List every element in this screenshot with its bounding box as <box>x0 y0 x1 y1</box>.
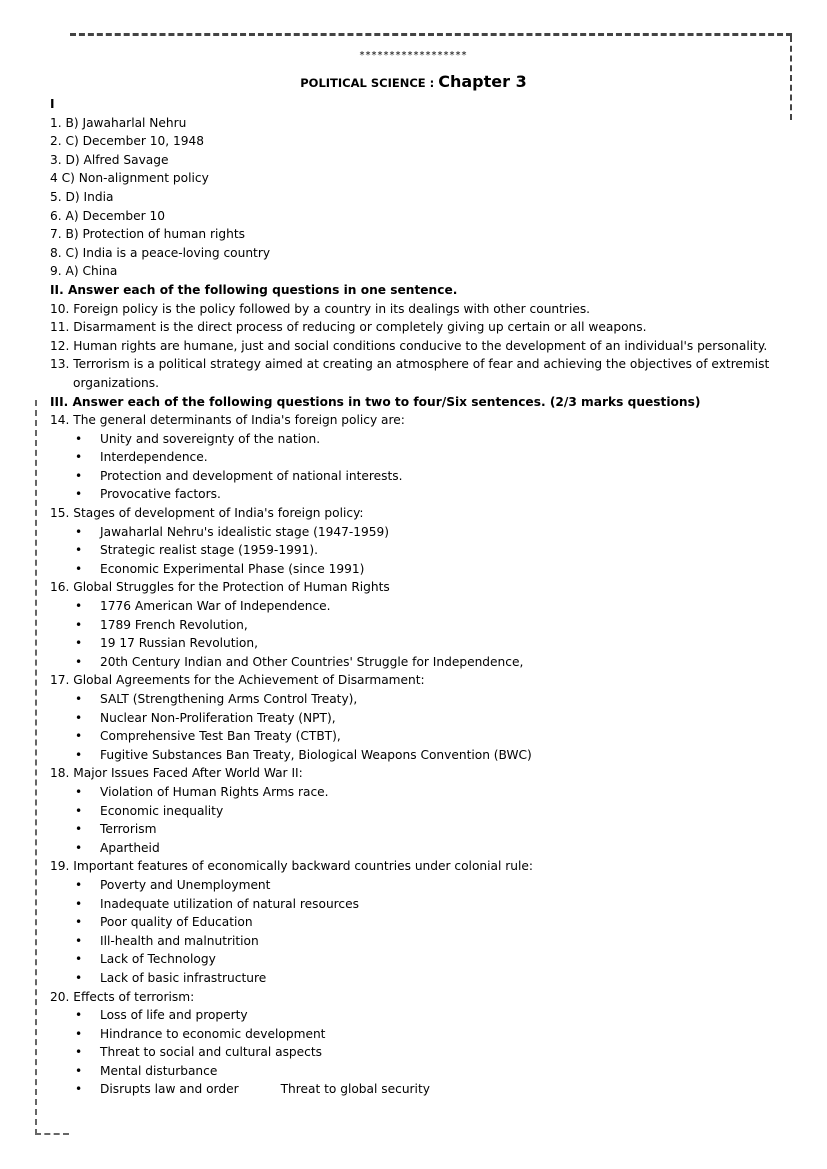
answer-line: 5. D) India <box>50 189 114 204</box>
question-title: 19. Important features of economically backward countries under colonial rule: <box>50 859 533 874</box>
page-title <box>0 72 827 91</box>
title-chapter: Chapter 3 <box>438 72 527 91</box>
section-3-heading: III. Answer each of the following questions in two to four/Six sentences. (2/3 marks questions) <box>50 394 701 409</box>
list-item: • Lack of basic infrastructure <box>50 969 790 988</box>
list-item: • Economic inequality <box>50 802 790 821</box>
list-item: • Poverty and Unemployment <box>50 876 790 895</box>
list-item: • Provocative factors. <box>50 485 790 504</box>
list-item: • Hindrance to economic development <box>50 1025 790 1044</box>
answer-line: 4 C) Non-alignment policy <box>50 171 209 186</box>
list-item: • Economic Experimental Phase (since 1991) <box>50 560 790 579</box>
list-item: • Poor quality of Education <box>50 913 790 932</box>
list-item-text: Threat to global security <box>280 1082 430 1097</box>
section-1-heading: I <box>50 97 55 111</box>
list-item: • Apartheid <box>50 839 790 858</box>
list-item: • SALT (Strengthening Arms Control Treaty), <box>50 690 790 709</box>
answer-line: 6. A) December 10 <box>50 208 166 223</box>
page-border-left <box>35 400 37 1135</box>
list-item <box>50 1080 790 1099</box>
answer-line: 2. C) December 10, 1948 <box>50 134 204 149</box>
answer-line: 9. A) China <box>50 264 118 279</box>
section-2-heading: II. Answer each of the following questions in one sentence. <box>50 282 458 297</box>
list-item: • Terrorism <box>50 820 790 839</box>
question-title: 14. The general determinants of India's foreign policy are: <box>50 413 405 428</box>
list-item: • 1776 American War of Independence. <box>50 597 790 616</box>
answer-line: 13. Terrorism is a political strategy aimed at creating an atmosphere of fear and achieving the objectives of extremist organizations. <box>50 357 770 390</box>
list-item: • Jawaharlal Nehru's idealistic stage (1947-1959) <box>50 523 790 542</box>
list-item: • Ill-health and malnutrition <box>50 932 790 951</box>
answer-line: 1. B) Jawaharlal Nehru <box>50 115 187 130</box>
list-item: • Interdependence. <box>50 448 790 467</box>
answer-line: 8. C) India is a peace-loving country <box>50 245 271 260</box>
list-item: • Protection and development of national interests. <box>50 467 790 486</box>
answer-line: 12. Human rights are humane, just and social conditions conducive to the development of an individual's personality. <box>50 338 768 353</box>
title-subject: POLITICAL SCIENCE : <box>300 76 439 90</box>
answer-content <box>50 95 790 1099</box>
answer-line: 11. Disarmament is the direct process of reducing or completely giving up certain or all weapons. <box>50 320 647 335</box>
stars-separator: ****************** <box>359 50 468 61</box>
list-item: • Violation of Human Rights Arms race. <box>50 783 790 802</box>
question-title: 16. Global Struggles for the Protection of Human Rights <box>50 580 390 595</box>
list-item: • Unity and sovereignty of the nation. <box>50 430 790 449</box>
question-title: 17. Global Agreements for the Achievement of Disarmament: <box>50 673 425 688</box>
list-item: • Nuclear Non-Proliferation Treaty (NPT), <box>50 709 790 728</box>
list-item: • 20th Century Indian and Other Countries' Struggle for Independence, <box>50 653 790 672</box>
answer-line: 3. D) Alfred Savage <box>50 152 169 167</box>
list-item: • Threat to social and cultural aspects <box>50 1043 790 1062</box>
answer-line: 7. B) Protection of human rights <box>50 227 246 242</box>
question-title: 20. Effects of terrorism: <box>50 989 195 1004</box>
answer-line: 10. Foreign policy is the policy followed by a country in its dealings with other countries. <box>50 301 591 316</box>
question-title: 18. Major Issues Faced After World War II: <box>50 766 303 781</box>
page-border-top <box>70 33 792 36</box>
list-item: • Loss of life and property <box>50 1006 790 1025</box>
list-item: • 19 17 Russian Revolution, <box>50 634 790 653</box>
question-title: 15. Stages of development of India's foreign policy: <box>50 506 364 521</box>
list-item: • 1789 French Revolution, <box>50 616 790 635</box>
list-item: • Strategic realist stage (1959-1991). <box>50 541 790 560</box>
list-item: • Comprehensive Test Ban Treaty (CTBT), <box>50 727 790 746</box>
list-item: • Fugitive Substances Ban Treaty, Biological Weapons Convention (BWC) <box>50 746 790 765</box>
list-item: • Lack of Technology <box>50 950 790 969</box>
list-item: • Mental disturbance <box>50 1062 790 1081</box>
list-item-text: Disrupts law and order <box>100 1082 239 1097</box>
page-border-bottom <box>35 1133 69 1135</box>
list-item: • Inadequate utilization of natural resources <box>50 895 790 914</box>
